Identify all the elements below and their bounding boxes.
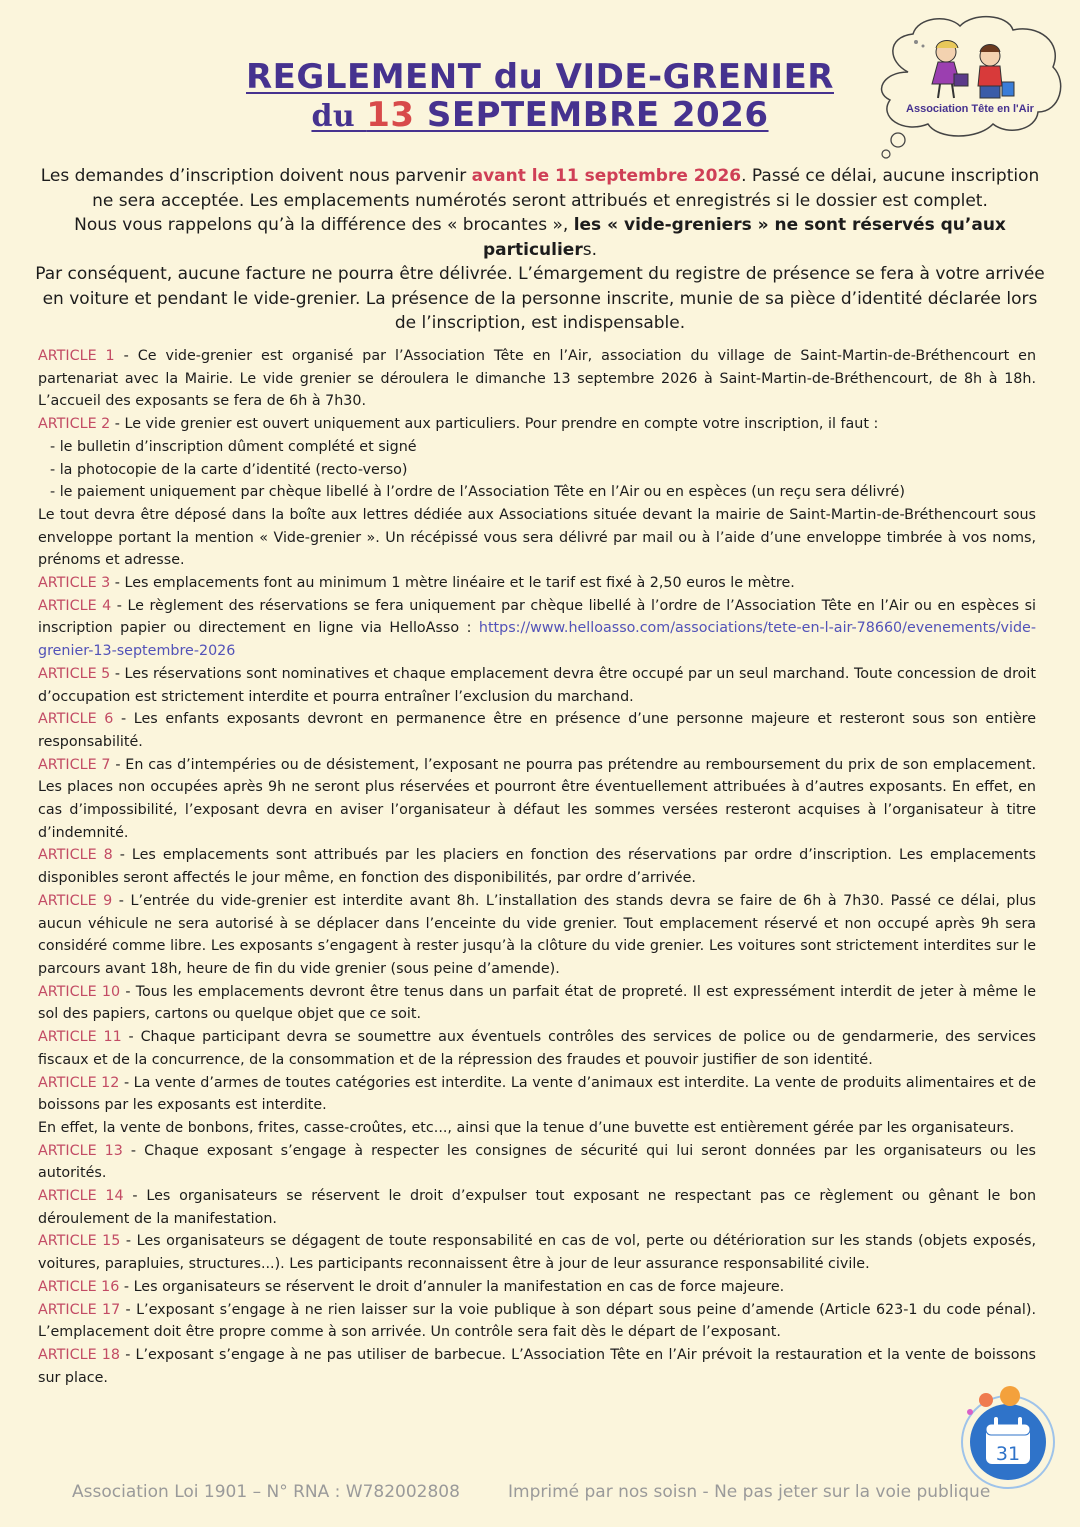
footer-printed-note: Imprimé par nos soisn - Ne pas jeter sur la voie publique bbox=[508, 1482, 991, 1502]
list-item: - la photocopie de la carte d’identité (recto-verso) bbox=[50, 461, 408, 478]
article-text: - Ce vide-grenier est organisé par l’Association Tête en l’Air, association du village de Saint-Martin-de-Bréthencourt en partenariat avec la Mairie. Le vide grenier se déroulera le dimanche 13 septembre 2026 à Saint-Martin-de-Bréthencourt, de 8h à 18h. L’accueil des exposants se fera de 6h à 7h30. bbox=[38, 348, 1037, 410]
article-text: - L’exposant s’engage à ne pas utiliser de barbecue. L’Association Tête en l’Air prévoit la restauration et la vente de boissons sur place. bbox=[38, 1346, 1037, 1386]
intro-text-part: Les demandes d’inscription doivent nous parvenir bbox=[40, 166, 472, 186]
articles-list bbox=[38, 345, 1036, 1389]
calendar-day: 31 bbox=[995, 1443, 1021, 1465]
title-day: 13 bbox=[366, 95, 415, 135]
article-12-continued: En effet, la vente de bonbons, frites, casse-croûtes, etc..., ainsi que la tenue d’une buvette est entièrement gérée par les organisateurs. bbox=[38, 1119, 1015, 1136]
article-label: ARTICLE 9 bbox=[38, 892, 113, 909]
article-12 bbox=[38, 1072, 1036, 1117]
footer bbox=[72, 1482, 1000, 1502]
article-text: - Tous les emplacements devront être tenus dans un parfait état de propreté. Il est expressément interdit de jeter à même le sol des papiers, cartons ou quelque objet que ce soit. bbox=[38, 983, 1036, 1023]
association-logo bbox=[868, 12, 1068, 162]
article-9 bbox=[38, 890, 1036, 981]
article-label: ARTICLE 13 bbox=[38, 1142, 123, 1159]
article-label: ARTICLE 14 bbox=[38, 1188, 124, 1205]
article-label: ARTICLE 10 bbox=[38, 983, 121, 1000]
article-15 bbox=[38, 1230, 1036, 1275]
article-text: - Les réservations sont nominatives et chaque emplacement devra être occupé par un seul marchand. Toute concession de droit d’occupation est strictement interdite et pourra entraîner l’exclusion du marchand. bbox=[38, 665, 1036, 705]
article-8 bbox=[38, 844, 1036, 889]
article-14 bbox=[38, 1185, 1036, 1230]
article-17 bbox=[38, 1299, 1036, 1344]
deadline-highlight: avant le 11 septembre 2026 bbox=[471, 166, 742, 186]
article-7 bbox=[38, 754, 1036, 845]
article-5 bbox=[38, 663, 1036, 708]
article-11 bbox=[38, 1026, 1036, 1071]
article-label: ARTICLE 5 bbox=[38, 665, 111, 682]
article-label: ARTICLE 7 bbox=[38, 756, 111, 773]
list-item: - le paiement uniquement par chèque libellé à l’ordre de l’Association Tête en l’Air ou en espèces (un reçu sera délivré) bbox=[50, 484, 905, 501]
helloasso-link[interactable]: https://www.helloasso.com/associations/tete-en-l-air-78660/evenements/vide-grenier-13-septembre-2026 bbox=[38, 620, 1036, 660]
article-label: ARTICLE 1 bbox=[38, 348, 115, 364]
title-du: du bbox=[311, 99, 367, 134]
article-3 bbox=[38, 572, 1036, 595]
article-label: ARTICLE 16 bbox=[38, 1278, 120, 1295]
article-text: - Les emplacements sont attribués par les placiers en fonction des réservations par ordre d’inscription. Les emplacements disponibles seront affectés le jour même, en fonction des disponibilités, par ordre d’arrivée. bbox=[38, 847, 1036, 887]
article-2-continued: Le tout devra être déposé dans la boîte aux lettres dédiée aux Associations située devant la mairie de Saint-Martin-de-Bréthencourt sous enveloppe portant la mention « Vide-grenier ». Un récépissé vous sera délivré par mail ou à l’aide d’une enveloppe timbrée à vos noms, prénoms et adresse. bbox=[38, 506, 1036, 569]
logo-text: Association Tête en l'Air bbox=[906, 103, 1034, 115]
calendar-icon bbox=[948, 1382, 1058, 1492]
article-text: - Les organisateurs se réservent le droit d’expulser tout exposant ne respectant pas ce règlement ou gênant le bon déroulement de la manifestation. bbox=[38, 1188, 1037, 1227]
intro-paragraph-3: Par conséquent, aucune facture ne pourra être délivrée. L’émargement du registre de présence se fera à votre arrivée en voiture et pendant le vide-grenier. La présence de la personne inscrite, munie de sa pièce d’identité déclarée lors de l’inscription, est indispensable. bbox=[35, 264, 1045, 333]
article-text: - Le règlement des réservations se fera uniquement par chèque libellé à l’ordre de l’Association Tête en l’Air ou en espèces si inscription papier ou directement en ligne via HelloAsso : bbox=[38, 597, 1036, 637]
intro-text-part: s. bbox=[582, 239, 597, 260]
article-label: ARTICLE 11 bbox=[38, 1029, 122, 1046]
intro-text-part: . Passé ce délai, aucune inscription ne sera acceptée. Les emplacements numérotés seront attribués et enregistrés si le dossier est complet. bbox=[92, 166, 1040, 211]
article-text: - Les organisateurs se dégagent de toute responsabilité en cas de vol, perte ou détérioration sur les stands (objets exposés, voitures, parapluies, structures...). Les participants reconnaissent être à jour de leur assurance responsabilité civile. bbox=[38, 1233, 1036, 1273]
article-2 bbox=[38, 413, 1036, 436]
article-4 bbox=[38, 595, 1036, 663]
article-label: ARTICLE 4 bbox=[38, 597, 112, 614]
article-text: - Les emplacements font au minimum 1 mètre linéaire et le tarif est fixé à 2,50 euros le mètre. bbox=[110, 575, 795, 592]
article-text: - Les organisateurs se réservent le droit d’annuler la manifestation en cas de force majeure. bbox=[119, 1278, 785, 1295]
article-label: ARTICLE 8 bbox=[38, 847, 113, 864]
intro-paragraph-2 bbox=[30, 213, 1050, 262]
article-label: ARTICLE 6 bbox=[38, 711, 114, 728]
intro-text-part: Nous vous rappelons qu’à la différence des « brocantes », bbox=[74, 215, 574, 235]
article-label: ARTICLE 15 bbox=[38, 1233, 121, 1250]
article-18 bbox=[38, 1344, 1036, 1389]
article-text: - La vente d’armes de toutes catégories est interdite. La vente d’animaux est interdite. La vente de produits alimentaires et de boissons par les exposants est interdite. bbox=[38, 1074, 1036, 1114]
article-text: - Chaque participant devra se soumettre aux éventuels contrôles des services de police ou de gendarmerie, des services fiscaux et de la concurrence, de la consommation et de la répression des fraudes et pouvoir justifier de son identité. bbox=[38, 1029, 1036, 1068]
article-label: ARTICLE 2 bbox=[38, 416, 111, 433]
article-label: ARTICLE 17 bbox=[38, 1301, 121, 1318]
article-6 bbox=[38, 708, 1036, 753]
article-1 bbox=[38, 345, 1036, 413]
article-text: - L’exposant s’engage à ne rien laisser sur la voie publique à son départ sous peine d’amende (Article 623-1 du code pénal). L’emplacement doit être propre comme à son arrivée. Un contrôle sera fait dès le départ de l’exposant. bbox=[38, 1301, 1036, 1341]
article-text: - L’entrée du vide-grenier est interdite avant 8h. L’installation des stands devra se faire de 6h à 7h30. Passé ce délai, plus aucun véhicule ne sera autorisé à se déplacer dans l’enceinte du vide grenier. Tout emplacement réservé et non occupé après 9h sera considéré comme libre. Les exposants s’engagent à rester jusqu’à la clôture du vide grenier. Les voitures sont strictement interdites sur le parcours avant 18h, heure de fin du vide grenier (sous peine d’amende). bbox=[38, 892, 1036, 977]
article-label: ARTICLE 3 bbox=[38, 575, 111, 592]
article-text: - Les enfants exposants devront en permanence être en présence d’une personne majeure et resteront sous son entière responsabilité. bbox=[38, 711, 1036, 750]
article-label: ARTICLE 18 bbox=[38, 1346, 120, 1363]
list-item: - le bulletin d’inscription dûment complété et signé bbox=[50, 438, 417, 455]
intro-paragraph-1 bbox=[30, 164, 1050, 213]
article-13 bbox=[38, 1140, 1036, 1185]
article-label: ARTICLE 12 bbox=[38, 1074, 120, 1091]
title-month-year: SEPTEMBRE 2026 bbox=[414, 95, 769, 135]
footer-association: Association Loi 1901 – N° RNA : W782002808 bbox=[72, 1482, 460, 1502]
article-text: - Le vide grenier est ouvert uniquement aux particuliers. Pour prendre en compte votre inscription, il faut : bbox=[110, 416, 879, 433]
article-10 bbox=[38, 981, 1036, 1026]
article-text: - En cas d’intempéries ou de désistement, l’exposant ne pourra pas prétendre au remboursement du prix de son emplacement. Les places non occupées après 9h ne seront plus réservées et pourront être éventuellement attribuées à d’autres exposants. En effet, en cas d’impossibilité, l’exposant devra en aviser l’organisateur à défaut les sommes versées resteront acquises à l’organisateur à titre d’indemnité. bbox=[38, 756, 1036, 841]
article-16 bbox=[38, 1276, 1036, 1299]
particuliers-emphasis: les « vide-greniers » ne sont réservés qu’aux particulier bbox=[483, 215, 1006, 260]
article-text: - Chaque exposant s’engage à respecter les consignes de sécurité qui lui seront données par les organisateurs ou les autorités. bbox=[38, 1142, 1036, 1182]
intro-text bbox=[30, 164, 1050, 336]
title-line-1: REGLEMENT du VIDE-GRENIER bbox=[246, 57, 834, 97]
